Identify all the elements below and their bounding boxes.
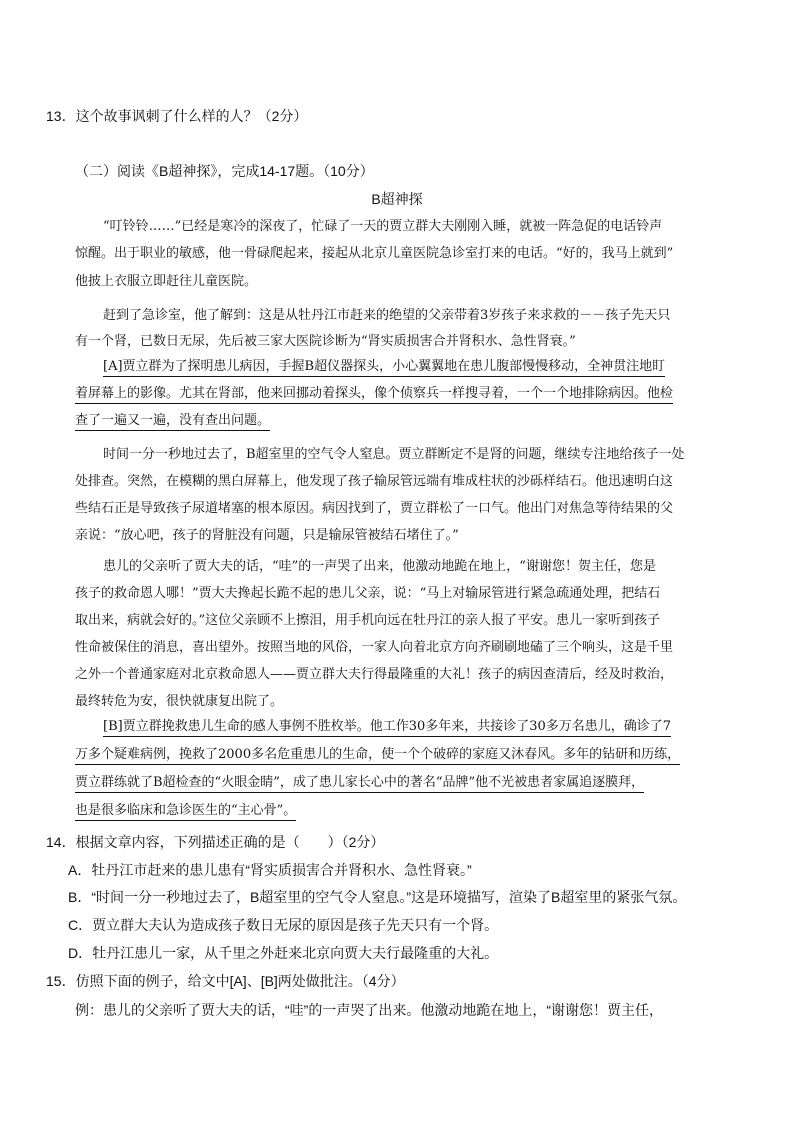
annotated-passage-a-line: 查了一遍又一遍，没有查出问题。 <box>75 412 270 431</box>
annotated-passage-b-line: 万多个疑难病例，挽救了2000多名危重患儿的生命，使一个个破碎的家庭又沐春风。多年的钻研和历练， <box>75 746 680 765</box>
passage-line: 之外一个普通家庭对北京救命恩人——贾立群大夫行得最隆重的大礼！孩子的病因查清后，经及时救治， <box>75 667 674 682</box>
passage-line: 最终转危为安，很快就康复出院了。 <box>75 694 284 709</box>
passage-line: 惊醒。出于职业的敏感，他一骨碌爬起来，接起从北京儿童医院急诊室打来的电话。“好的，我马上就到” <box>75 246 674 261</box>
question-13: 13．这个故事讽刺了什么样的人？（2分） <box>46 108 308 124</box>
passage-line: “叮铃铃……”已经是寒冷的深夜了，忙碌了一天的贾立群大夫刚刚入睡，就被一阵急促的电话铃声 <box>103 219 663 234</box>
passage-line: 取出来，病就会好的。”这位父亲顾不上擦泪，用手机向远在牡丹江的亲人报了平安。患儿一家听到孩子 <box>75 613 661 628</box>
question-15-example: 例：患儿的父亲听了贾大夫的话，“哇”的一声哭了出来。他激动地跪在地上，“谢谢您！贾主任， <box>75 1002 663 1018</box>
annotated-passage-b-line: 贾立群练就了B超检查的“火眼金睛”，成了患儿家长心中的著名“品牌”他不光被患者家属追逐膜拜， <box>75 774 644 793</box>
annotated-passage-a-line: [A]贾立群为了探明患儿病因，手握B超仪器探头，小心翼翼地在患儿腹部慢慢移动，全神贯注地盯 <box>103 358 665 377</box>
passage-line: 患儿的父亲听了贾大夫的话，“哇”的一声哭了出来，他激动地跪在地上，“谢谢您！贺主任，您是 <box>103 559 656 574</box>
annotated-passage-b-line: [B]贾立群挽救患儿生命的感人事例不胜枚举。他工作30多年来，共接诊了30多万名患儿，确诊了7 <box>103 718 671 737</box>
question-15: 15．仿照下面的例子，给文中[A]、[B]两处做批注。（4分） <box>46 973 405 989</box>
option-c: C．贾立群大夫认为造成孩子数日无尿的原因是孩子先天只有一个肾。 <box>68 917 499 933</box>
passage-line: 有一个肾，已数日无尿，先后被三家大医院诊断为“肾实质损害合并肾积水、急性肾衰。” <box>75 334 576 349</box>
option-b: B．“时间一分一秒地过去了，B超室里的空气令人窒息。”这是环境描写，渲染了B超室里的紧张气氛。 <box>68 889 687 905</box>
passage-line: 亲说：“放心吧，孩子的肾脏没有问题，只是输尿管被结石堵住了。” <box>75 528 459 543</box>
annotated-passage-b-line: 也是很多临床和急诊医生的“主心骨”。 <box>75 802 296 821</box>
passage-line: 处排查。突然，在模糊的黑白屏幕上，他发现了孩子输尿管远端有堆成柱状的沙砾样结石。他迅速明白这 <box>75 474 674 489</box>
option-a: A．牡丹江市赶来的患儿患有“肾实质损害合并肾积水、急性肾衰。” <box>68 862 472 878</box>
passage-title: B超神探 <box>371 191 423 207</box>
option-d: D．牡丹江患儿一家，从千里之外赶来北京向贾大夫行最隆重的大礼。 <box>68 945 499 961</box>
passage-line: 时间一分一秒地过去了，B超室里的空气令人窒息。贾立群断定不是肾的问题，继续专注地给孩子一处 <box>103 447 685 462</box>
section-2-heading: （二）阅读《B超神探》，完成14-17题。（10分） <box>75 163 374 179</box>
passage-line: 孩子的救命恩人哪！”贾大夫搀起长跪不起的患儿父亲，说：“马上对输尿管进行紧急疏通处理，把结石 <box>75 586 661 601</box>
passage-line: 性命被保住的消息，喜出望外。按照当地的风俗，一家人向着北京方向齐刷刷地磕了三个响头，这是千里 <box>75 640 674 655</box>
question-14: 14．根据文章内容，下列描述正确的是（ ）（2分） <box>46 834 385 850</box>
passage-line: 赶到了急诊室，他了解到：这是从牡丹江市赶来的绝望的父亲带着3岁孩子来求救的－－孩子先天只 <box>103 308 671 323</box>
annotated-passage-a-line: 着屏幕上的影像。尤其在肾部，他来回挪动着探头，像个侦察兵一样搜寻着，一个一个地排除病因。他检 <box>75 385 673 404</box>
passage-line: 他披上衣服立即赶往儿童医院。 <box>75 274 258 289</box>
passage-line: 些结石正是导致孩子尿道堵塞的根本原因。病因找到了，贾立群松了一口气。他出门对焦急等待结果的父 <box>75 501 674 516</box>
